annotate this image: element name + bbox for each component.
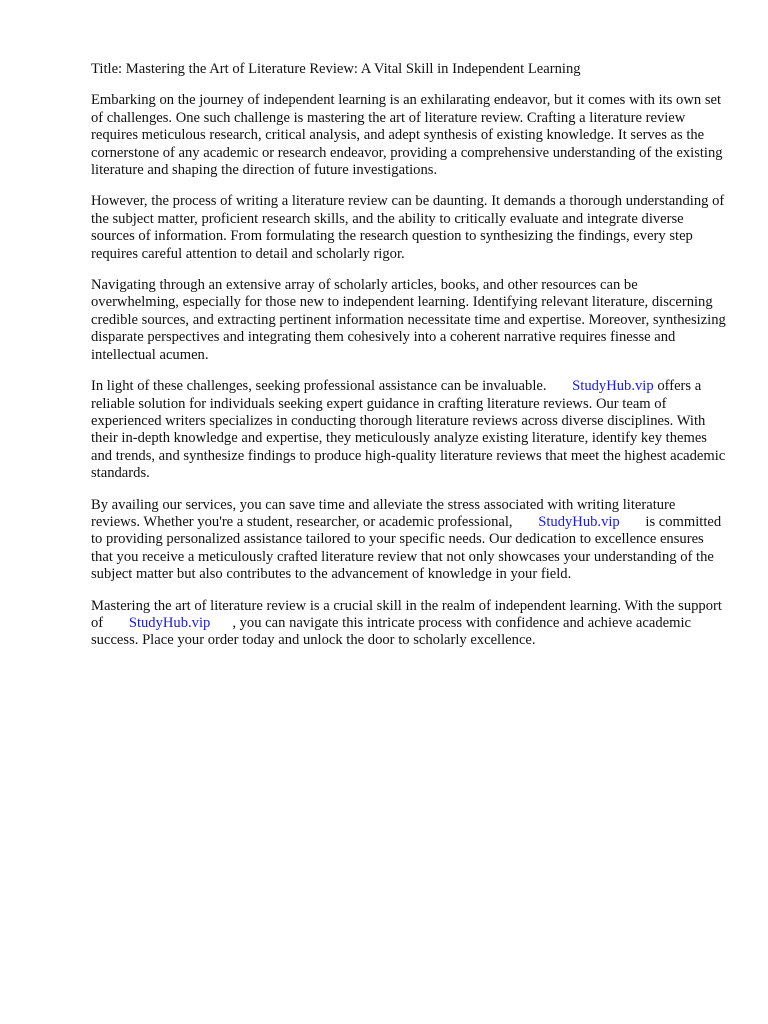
paragraph-6-text-after: , you can navigate this intricate process with confidence and achieve academic success. Place your order today and unlock the door to scholarly excellence. (91, 614, 692, 649)
paragraph-5-text-before: By availing our services, you can save time and alleviate the stress associated with writing literature reviews. Whether you're a student, researcher, or academic professional, (91, 496, 676, 530)
document-title: Title: Mastering the Art of Literature Review: A Vital Skill in Independent Learning (91, 61, 581, 77)
paragraph-4-text-before: In light of these challenges, seeking professional assistance can be invaluable. (91, 378, 547, 395)
studyhub-link-3[interactable]: StudyHub.vip (128, 614, 211, 631)
paragraph-5-text-after: is committed to providing personalized assistance tailored to your specific needs. Our dedication to excellence ensures that you receive a meticulously crafted literature review that not only showcases your understanding of the subject matter but also contributes to the advancement of knowledge in your field. (91, 513, 722, 583)
paragraph-2: However, the process of writing a literature review can be daunting. It demands a thorough understanding of the subject matter, proficient research skills, and the ability to critically evaluate and integrate diverse sources of information. From formulating the research question to synthesizing the findings, every step requires careful attention to detail and scholarly rigor. (91, 193, 725, 262)
paragraph-6-text-before: Mastering the art of literature review is a crucial skill in the realm of independent learning. With the support of (91, 597, 722, 631)
paragraph-1: Embarking on the journey of independent learning is an exhilarating endeavor, but it comes with its own set of challenges. One such challenge is mastering the art of literature review. Crafting a literature review requires meticulous research, critical analysis, and adept synthesis of existing knowledge. It serves as the cornerstone of any academic or research endeavor, providing a comprehensive understanding of the existing literature and shaping the direction of future investigations. (91, 92, 723, 179)
studyhub-link-1[interactable]: StudyHub.vip (572, 378, 654, 395)
paragraph-6 (91, 598, 727, 650)
paragraph-4-text-after: offers a reliable solution for individuals seeking expert guidance in crafting literature reviews. Our team of experienced writers specializes in conducting thorough literature reviews across diverse disciplines. With their in-depth knowledge and expertise, they meticulously analyze existing literature, identify key themes and trends, and synthesize findings to produce high-quality literature reviews that meet the highest academic standards. (91, 378, 726, 482)
studyhub-link-2[interactable]: StudyHub.vip (538, 513, 620, 530)
paragraph-4 (91, 378, 727, 482)
paragraph-3: Navigating through an extensive array of scholarly articles, books, and other resources can be overwhelming, especially for those new to independent learning. Identifying relevant literature, discerning credible sources, and extracting pertinent information necessitate time and expertise. Moreover, synthesizing disparate perspectives and integrating them cohesively into a coherent narrative requires finesse and intellectual acumen. (91, 277, 726, 363)
paragraph-5 (91, 497, 727, 584)
document-page (91, 61, 727, 664)
